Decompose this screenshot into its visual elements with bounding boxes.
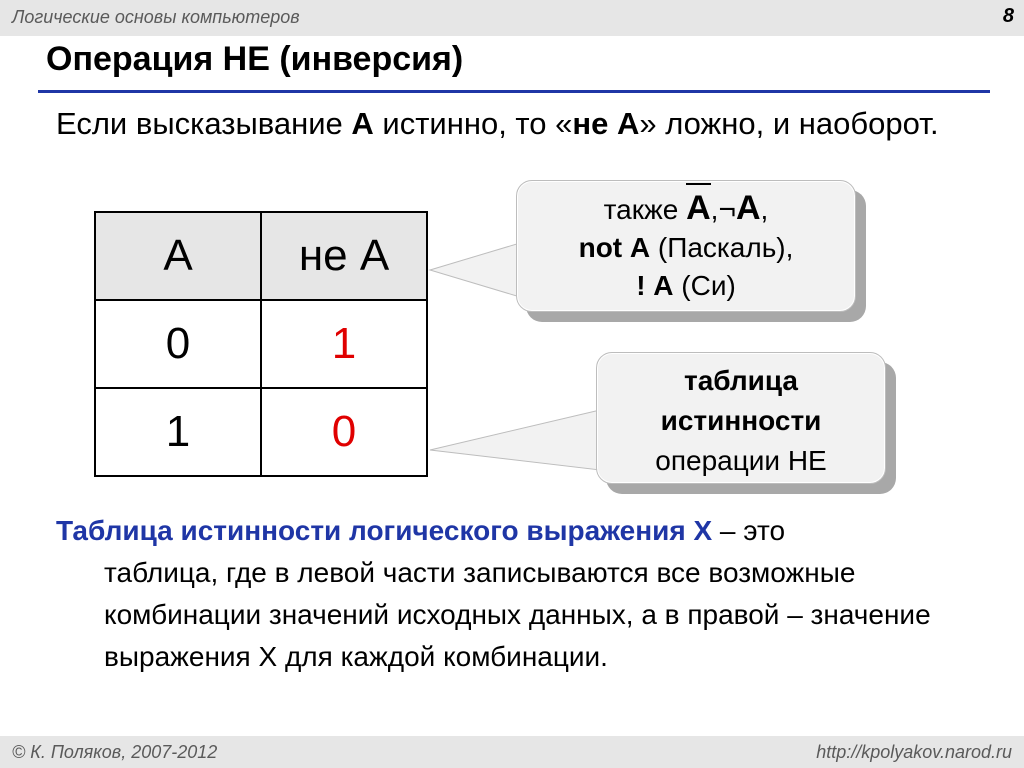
truth-table bbox=[94, 211, 428, 477]
c-label: (Си) bbox=[681, 270, 736, 301]
table-header-row bbox=[95, 212, 427, 300]
notation-line-2 bbox=[517, 229, 855, 267]
notation-callout bbox=[516, 180, 856, 312]
table-header-a: А bbox=[95, 212, 261, 300]
definition-paragraph bbox=[56, 510, 996, 678]
overline-a: А bbox=[686, 189, 711, 227]
intro-var-a: А bbox=[351, 106, 374, 141]
pascal-label: (Паскаль), bbox=[657, 232, 794, 263]
table-cell-not-a: 1 bbox=[261, 300, 427, 388]
callout-line-1: таблица bbox=[683, 365, 798, 396]
notation-comma-2: , bbox=[760, 194, 769, 225]
slide-title-sub: (инверсия) bbox=[279, 40, 464, 78]
table-cell-a: 1 bbox=[95, 388, 261, 476]
table-header-not-a: не А bbox=[261, 212, 427, 300]
footer-bar bbox=[0, 736, 1024, 768]
slide-title-main: Операция НЕ bbox=[46, 40, 270, 78]
site-url: http://kpolyakov.narod.ru bbox=[816, 742, 1012, 762]
notation-also: также bbox=[603, 194, 679, 225]
truth-table-callout bbox=[596, 352, 886, 484]
negation-symbol: ¬ bbox=[718, 193, 736, 226]
intro-part-1: Если высказывание bbox=[56, 106, 352, 141]
intro-not-a: не А bbox=[572, 106, 640, 141]
pascal-code: not А bbox=[578, 232, 651, 263]
intro-part-3: » ложно, и наоборот. bbox=[639, 106, 939, 141]
definition-term: Таблица истинности логического выражения Х bbox=[56, 515, 713, 546]
table-row bbox=[95, 388, 427, 476]
c-code: ! А bbox=[636, 270, 674, 301]
notation-comma-1: , bbox=[710, 194, 719, 225]
page-number: 8 bbox=[1002, 5, 1014, 27]
callout1-tail bbox=[430, 240, 530, 300]
table-cell-not-a: 0 bbox=[261, 388, 427, 476]
callout2-tail bbox=[430, 410, 600, 470]
notation-line-3 bbox=[517, 267, 855, 305]
intro-part-2: истинно, то « bbox=[373, 106, 573, 141]
definition-dash: – это bbox=[712, 515, 786, 546]
callout-line-3: операции НЕ bbox=[655, 445, 827, 476]
course-title: Логические основы компьютеров bbox=[12, 7, 300, 27]
table-cell-a: 0 bbox=[95, 300, 261, 388]
table-row bbox=[95, 300, 427, 388]
copyright-text: © К. Поляков, 2007-2012 bbox=[12, 742, 218, 762]
negation-var: А bbox=[735, 189, 761, 227]
notation-line-1 bbox=[517, 189, 855, 229]
definition-body: таблица, где в левой части записываются все возможные комбинации значений исходных данных, а в правой – значение выражения Х для каждой комбинации. bbox=[104, 557, 931, 672]
callout-line-2: истинности bbox=[660, 405, 822, 436]
